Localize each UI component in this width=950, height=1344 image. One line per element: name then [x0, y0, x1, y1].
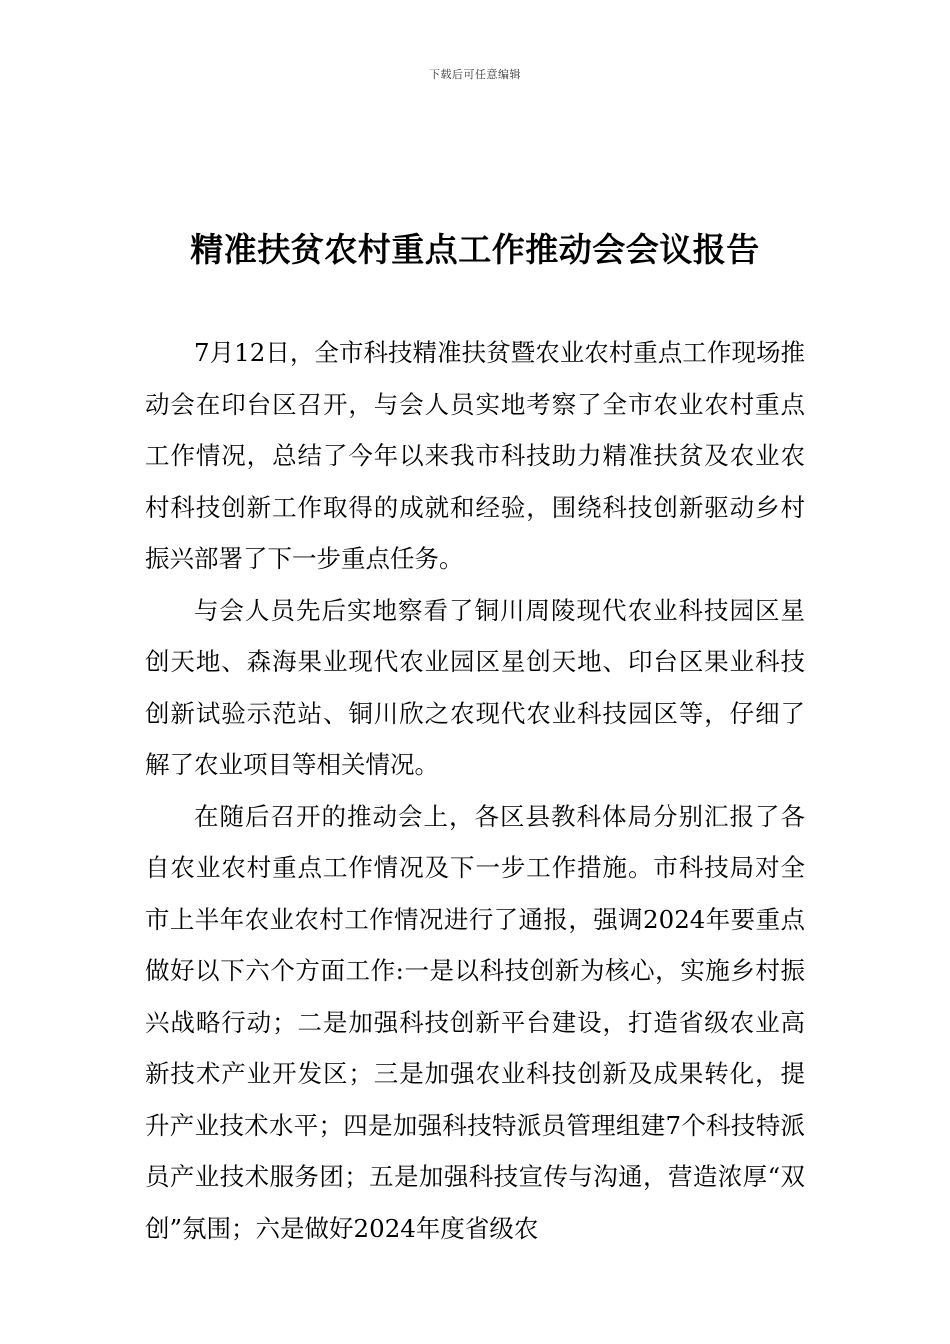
paragraph-1: 7月12日，全市科技精准扶贫暨农业农村重点工作现场推动会在印台区召开，与会人员实地考察了全市农业农村重点工作情况，总结了今年以来我市科技助力精准扶贫及农业农村科技创新工作取得的成就和经验，围绕科技创新驱动乡村振兴部署了下一步重点任务。	[145, 338, 805, 573]
paragraph-2: 与会人员先后实地察看了铜川周陵现代农业科技园区星创天地、森海果业现代农业园区星创天地、印台区果业科技创新试验示范站、铜川欣之农现代农业科技园区等，仔细了解了农业项目等相关情况。	[145, 595, 805, 779]
document-title: 精准扶贫农村重点工作推动会会议报告	[190, 230, 760, 269]
paragraph-3: 在随后召开的推动会上，各区县教科体局分别汇报了各自农业农村重点工作情况及下一步工作措施。市科技局对全市上半年农业农村工作情况进行了通报，强调2024年要重点做好以下六个方面工作:一是以科技创新为核心，实施乡村振兴战略行动；二是加强科技创新平台建设，打造省级农业高新技术产业开发区；三是加强农业科技创新及成果转化，提升产业技术水平；四是加强科技特派员管理组建7个科技特派员产业技术服务团；五是加强科技宣传与沟通，营造浓厚“双创”氛围；六是做好2024年度省级农	[145, 801, 805, 1243]
document-body	[145, 327, 805, 1254]
header-note: 下载后可任意编辑	[429, 68, 521, 81]
